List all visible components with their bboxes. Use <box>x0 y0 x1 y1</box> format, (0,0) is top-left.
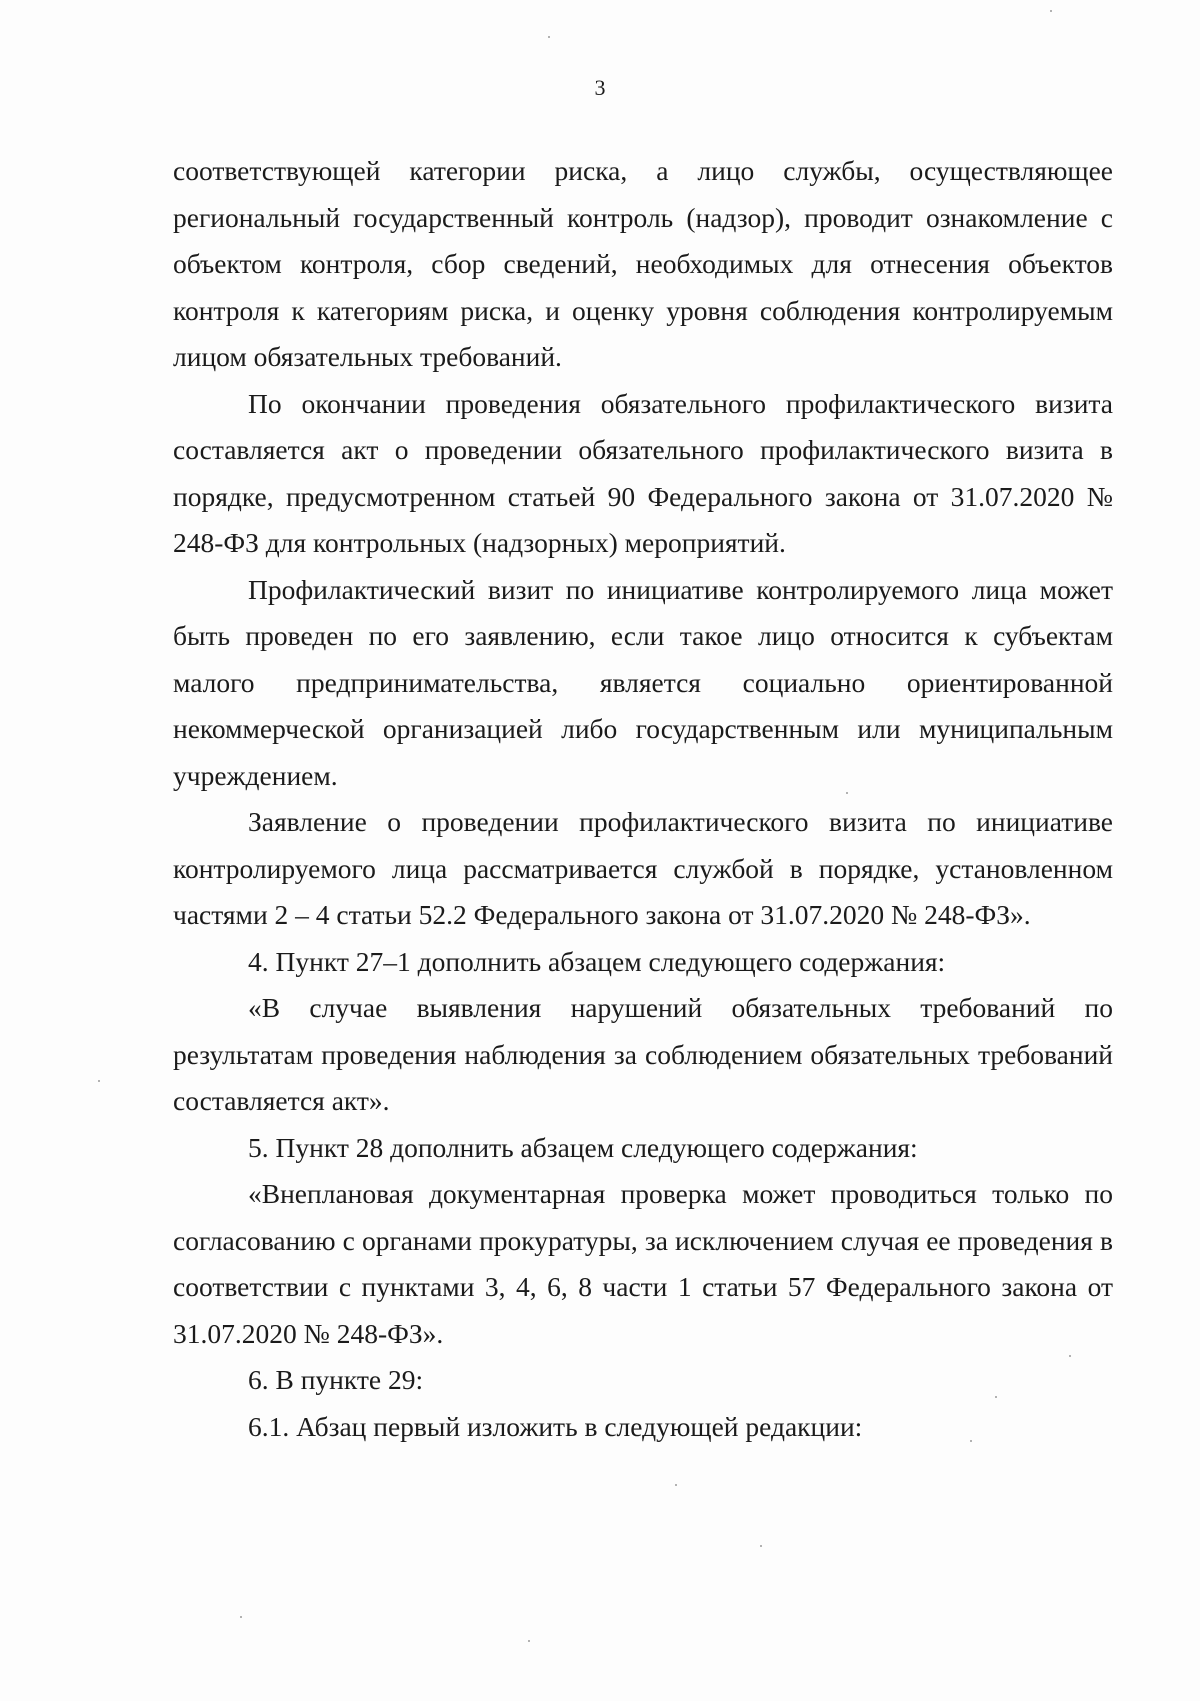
paragraph-item-6-1: 6.1. Абзац первый изложить в следующей редакции: <box>248 1410 863 1442</box>
scan-speck <box>1069 1355 1071 1357</box>
paragraph-item-4: 4. Пункт 27–1 дополнить абзацем следующего содержания: <box>248 945 946 977</box>
paragraph-visit-application: Заявление о проведении профилактического визита по инициативе контролируемого лица рассматривается службой в порядке, установленном частями 2 – 4 статьи 52.2 Федерального закона от 31.07.2020 № 248-ФЗ». <box>173 806 1113 930</box>
scan-speck <box>760 1545 762 1547</box>
paragraph-continuation: соответствующей категории риска, а лицо службы, осуществляющее региональный государственный контроль (надзор), проводит ознакомление с объектом контроля, сбор сведений, необходимых для отнесения объектов контроля к категориям риска, и оценку уровня соблюдения контролируемым лицом обязательных требований. <box>173 155 1113 372</box>
paragraph-item-6: 6. В пункте 29: <box>248 1364 424 1395</box>
document-body <box>173 148 1113 1450</box>
scan-speck <box>1050 10 1052 12</box>
paragraph-item-4-text: «В случае выявления нарушений обязательных требований по результатам проведения наблюдения за соблюдением обязательных требований составляется акт». <box>173 992 1113 1116</box>
scan-speck <box>995 1396 997 1398</box>
scan-speck <box>98 1080 100 1082</box>
paragraph-visit-initiative: Профилактический визит по инициативе контролируемого лица может быть проведен по его заявлению, если такое лицо относится к субъектам малого предпринимательства, является социально ориентированной некоммерческой организацией либо государственным или муниципальным учреждением. <box>173 573 1113 791</box>
scan-speck <box>846 792 848 794</box>
paragraph-item-5-text: «Внеплановая документарная проверка может проводиться только по согласованию с органами прокуратуры, за исключением случая ее проведения в соответствии с пунктами 3, 4, 6, 8 части 1 статьи 57 Федерального закона от 31.07.2020 № 248-ФЗ». <box>173 1178 1113 1349</box>
scan-speck <box>240 1616 242 1618</box>
scan-speck <box>675 1484 677 1486</box>
scan-speck <box>970 1440 972 1442</box>
page-number: 3 <box>594 75 606 100</box>
paragraph-item-5: 5. Пункт 28 дополнить абзацем следующего содержания: <box>248 1131 918 1163</box>
paragraph-visit-act: По окончании проведения обязательного профилактического визита составляется акт о проведении обязательного профилактического визита в порядке, предусмотренном статьей 90 Федерального закона от 31.07.2020 № 248-ФЗ для контрольных (надзорных) мероприятий. <box>173 387 1113 558</box>
scan-speck <box>528 1640 530 1642</box>
scan-speck <box>548 36 550 38</box>
